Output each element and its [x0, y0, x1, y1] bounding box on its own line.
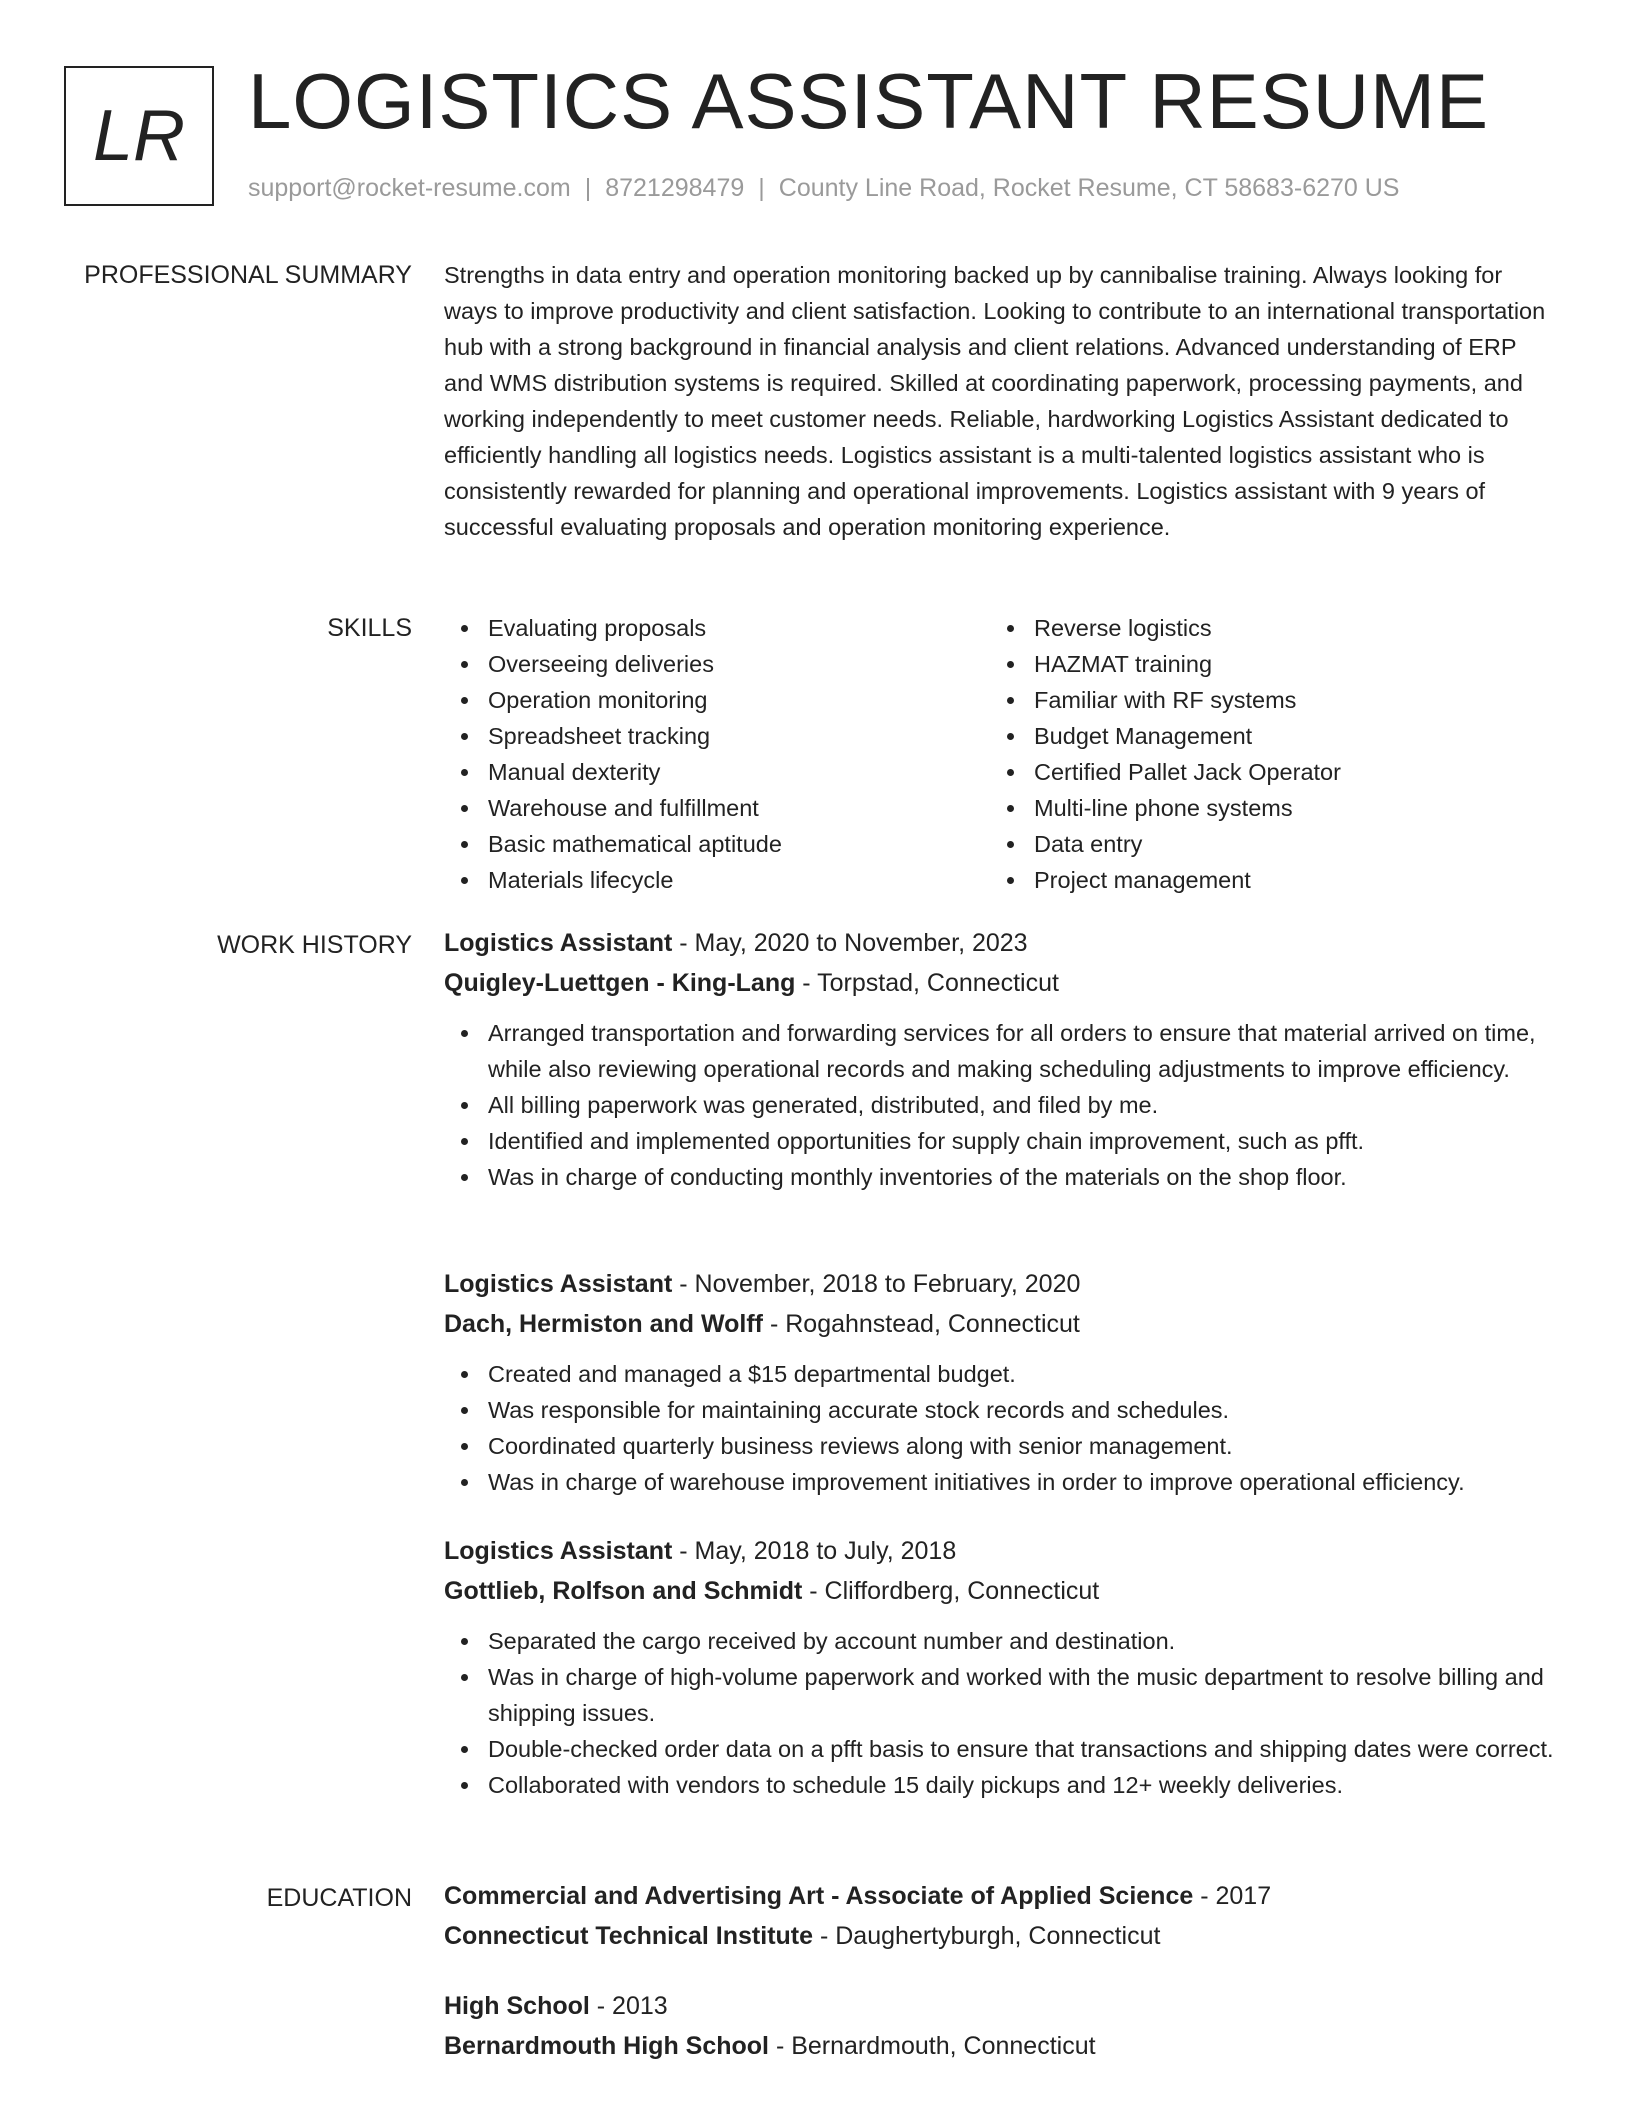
education-year: - 2013	[589, 1992, 668, 2020]
skills-list-left	[444, 610, 990, 898]
job-entry	[444, 1264, 1556, 1500]
contact-separator: |	[584, 174, 592, 202]
job-title-line	[444, 923, 1556, 963]
job-title-line	[444, 1264, 1556, 1304]
skill-item: HAZMAT training	[990, 646, 1536, 682]
skill-item: Certified Pallet Jack Operator	[990, 754, 1536, 790]
education-school-line	[444, 2026, 1556, 2066]
section-heading-summary: PROFESSIONAL SUMMARY	[84, 261, 412, 289]
job-bullet: Created and managed a $15 departmental budget.	[444, 1356, 1556, 1392]
resume-title: LOGISTICS ASSISTANT RESUME	[248, 57, 1490, 145]
job-company-line	[444, 1571, 1556, 1611]
job-entry	[444, 923, 1556, 1195]
job-bullet: Coordinated quarterly business reviews along with senior management.	[444, 1428, 1556, 1464]
education-entry	[444, 1876, 1556, 1956]
job-title: Logistics Assistant	[444, 929, 673, 957]
contact-phone[interactable]: 8721298479	[605, 174, 745, 202]
contact-separator: |	[758, 174, 765, 202]
contact-email[interactable]: support@rocket-resume.com	[248, 174, 571, 202]
job-bullet: Was in charge of warehouse improvement initiatives in order to improve operational efficiency.	[444, 1464, 1556, 1500]
job-company: Dach, Hermiston and Wolff	[444, 1310, 764, 1338]
skill-item: Materials lifecycle	[444, 862, 990, 898]
education-school: Bernardmouth High School	[444, 2032, 769, 2060]
job-location: - Torpstad, Connecticut	[795, 969, 1059, 997]
job-bullet: Was in charge of high-volume paperwork and worked with the music department to resolve billing and shipping issues.	[444, 1659, 1556, 1731]
education-location: - Bernardmouth, Connecticut	[769, 2032, 1096, 2060]
job-title: Logistics Assistant	[444, 1270, 673, 1298]
education-entry	[444, 1986, 1556, 2066]
job-bullet: All billing paperwork was generated, distributed, and filed by me.	[444, 1087, 1556, 1123]
skill-item: Overseeing deliveries	[444, 646, 990, 682]
skill-item: Budget Management	[990, 718, 1536, 754]
job-company: Gottlieb, Rolfson and Schmidt	[444, 1577, 803, 1605]
skill-item: Evaluating proposals	[444, 610, 990, 646]
job-bullet: Collaborated with vendors to schedule 15 daily pickups and 12+ weekly deliveries.	[444, 1767, 1556, 1803]
job-bullets	[444, 1356, 1556, 1500]
job-bullet: Double-checked order data on a pfft basis to ensure that transactions and shipping dates were correct.	[444, 1731, 1556, 1767]
job-bullet: Arranged transportation and forwarding services for all orders to ensure that material arrived on time, while also reviewing operational records and making scheduling adjustments to improve efficiency.	[444, 1015, 1556, 1087]
job-title: Logistics Assistant	[444, 1537, 673, 1565]
summary-text: Strengths in data entry and operation monitoring backed up by cannibalise training. Always looking for ways to improve productivity and client satisfaction. Looking to contribute to an international transportation hub with a strong background in financial analysis and client relations. Advanced understanding of ERP and WMS distribution systems is required. Skilled at coordinating paperwork, processing payments, and working independently to meet customer needs. Reliable, hardworking Logistics Assistant dedicated to efficiently handling all logistics needs. Logistics assistant is a multi-talented logistics assistant who is consistently rewarded for planning and operational improvements. Logistics assistant with 9 years of successful evaluating proposals and operation monitoring experience.	[444, 262, 1546, 540]
education-location: - Daughertyburgh, Connecticut	[813, 1922, 1161, 1950]
skill-item: Operation monitoring	[444, 682, 990, 718]
education-year: - 2017	[1193, 1882, 1272, 1910]
skill-item: Warehouse and fulfillment	[444, 790, 990, 826]
skill-item: Multi-line phone systems	[990, 790, 1536, 826]
job-company-line	[444, 1304, 1556, 1344]
job-location: - Rogahnstead, Connecticut	[763, 1310, 1080, 1338]
section-heading-skills: SKILLS	[327, 614, 412, 642]
skill-item: Reverse logistics	[990, 610, 1536, 646]
job-title-line	[444, 1531, 1556, 1571]
skills-list-right	[990, 610, 1536, 898]
job-bullet: Separated the cargo received by account number and destination.	[444, 1623, 1556, 1659]
monogram-initials: LR	[92, 96, 186, 176]
section-heading-education: EDUCATION	[266, 1884, 412, 1912]
job-entry	[444, 1531, 1556, 1803]
skill-item: Project management	[990, 862, 1536, 898]
job-company-line	[444, 963, 1556, 1003]
contact-line	[248, 174, 1399, 203]
education-degree: High School	[444, 1992, 590, 2020]
education-degree-line	[444, 1876, 1556, 1916]
education-school: Connecticut Technical Institute	[444, 1922, 814, 1950]
job-bullets	[444, 1015, 1556, 1195]
job-bullets	[444, 1623, 1556, 1803]
skill-item: Spreadsheet tracking	[444, 718, 990, 754]
contact-address: County Line Road, Rocket Resume, CT 58683-6270 US	[778, 174, 1400, 202]
job-dates: - May, 2020 to November, 2023	[672, 929, 1028, 957]
education-school-line	[444, 1916, 1556, 1956]
job-bullet: Identified and implemented opportunities for supply chain improvement, such as pfft.	[444, 1123, 1556, 1159]
skill-item: Familiar with RF systems	[990, 682, 1536, 718]
job-company: Quigley-Luettgen - King-Lang	[444, 969, 796, 997]
job-location: - Cliffordberg, Connecticut	[802, 1577, 1100, 1605]
skills-columns	[444, 610, 1556, 898]
job-dates: - May, 2018 to July, 2018	[672, 1537, 957, 1565]
job-bullet: Was responsible for maintaining accurate stock records and schedules.	[444, 1392, 1556, 1428]
job-bullet: Was in charge of conducting monthly inventories of the materials on the shop floor.	[444, 1159, 1556, 1195]
education-degree-line	[444, 1986, 1556, 2026]
monogram-box	[64, 66, 214, 206]
education-degree: Commercial and Advertising Art - Associate of Applied Science	[444, 1882, 1194, 1910]
section-heading-work-history: WORK HISTORY	[217, 931, 412, 959]
skills-body	[444, 610, 1556, 898]
skill-item: Data entry	[990, 826, 1536, 862]
summary-body	[444, 257, 1556, 545]
skill-item: Basic mathematical aptitude	[444, 826, 990, 862]
skill-item: Manual dexterity	[444, 754, 990, 790]
job-dates: - November, 2018 to February, 2020	[672, 1270, 1081, 1298]
